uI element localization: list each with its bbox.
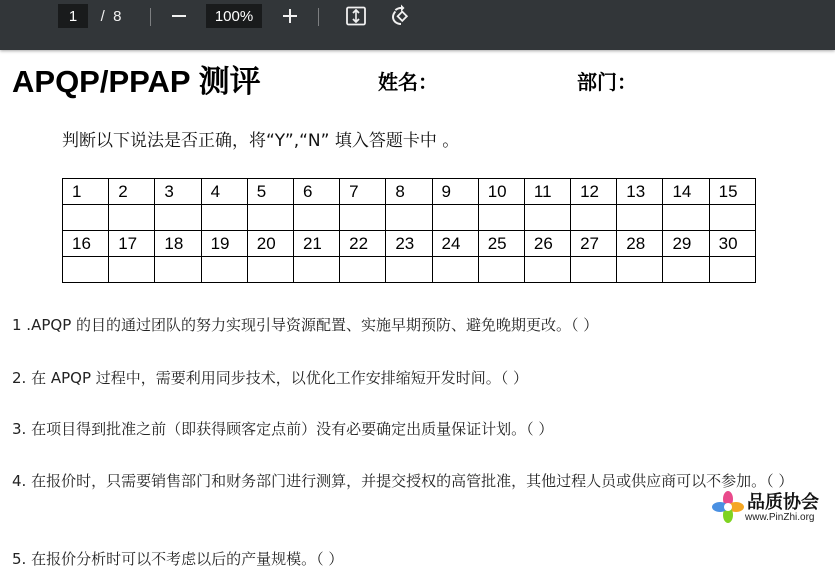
answer-cell: [340, 257, 386, 283]
question-number-cell: 11: [524, 179, 570, 205]
question-number-cell: 1: [63, 179, 109, 205]
answer-card-table: [62, 178, 756, 283]
answer-cell: [386, 257, 432, 283]
question-number-cell: 21: [293, 231, 339, 257]
question-number-cell: 3: [155, 179, 201, 205]
answer-cell: [709, 257, 755, 283]
current-page-value: 1: [68, 7, 78, 25]
answer-cell: [432, 205, 478, 231]
zoom-in-icon: [282, 8, 298, 24]
question-5: 5. 在报价分析时可以不考虑以后的产量规模。（ ）: [12, 550, 344, 568]
question-number-cell: 27: [571, 231, 617, 257]
watermark-name: 品质协会: [747, 492, 819, 513]
document-page: [0, 50, 835, 578]
department-label: 部门：: [577, 70, 637, 94]
answer-cell: [63, 257, 109, 283]
question-number-cell: 19: [201, 231, 247, 257]
answer-cell: [155, 205, 201, 231]
question-3: 3. 在项目得到批准之前（即获得顾客定点前）没有必要确定出质量保证计划。（ ）: [12, 420, 554, 438]
question-number-cell: 12: [571, 179, 617, 205]
answer-cell: [293, 257, 339, 283]
question-number-cell: 23: [386, 231, 432, 257]
answer-cell: [201, 205, 247, 231]
question-number-cell: 29: [663, 231, 709, 257]
question-number-cell: 30: [709, 231, 755, 257]
question-number-cell: 25: [478, 231, 524, 257]
rotate-icon: [389, 4, 413, 28]
answer-row: [63, 179, 756, 205]
answer-cell: [617, 257, 663, 283]
zoom-level-value: 100%: [214, 7, 254, 25]
answer-row: [63, 205, 756, 231]
question-number-cell: 9: [432, 179, 478, 205]
answer-cell: [201, 257, 247, 283]
question-number-cell: 2: [109, 179, 155, 205]
flower-logo-icon: [711, 490, 745, 524]
answer-cell: [617, 205, 663, 231]
question-number-cell: 20: [247, 231, 293, 257]
instruction-text: 判断以下说法是否正确，将“Y”,“N” 填入答题卡中 。: [62, 131, 460, 151]
watermark-logo: [711, 488, 835, 528]
question-number-cell: 7: [340, 179, 386, 205]
toolbar-divider: [150, 8, 151, 26]
zoom-out-icon: [171, 8, 187, 24]
question-number-cell: 4: [201, 179, 247, 205]
question-number-cell: 13: [617, 179, 663, 205]
answer-cell: [478, 205, 524, 231]
answer-cell: [709, 205, 755, 231]
watermark-url: www.PinZhi.org: [745, 512, 815, 523]
question-number-cell: 22: [340, 231, 386, 257]
question-number-cell: 6: [293, 179, 339, 205]
question-4: 4. 在报价时，只需要销售部门和财务部门进行测算，并提交授权的高管批准，其他过程人员或供应商可以不参加。（ ）: [12, 472, 794, 490]
document-title: APQP/PPAP 测评: [12, 64, 261, 99]
question-2: 2. 在 APQP 过程中，需要利用同步技术，以优化工作安排缩短开发时间。（ ）: [12, 369, 529, 387]
question-1: 1 .APQP 的目的通过团队的努力实现引导资源配置、实施早期预防、避免晚期更改。（ ）: [12, 316, 599, 334]
answer-cell: [571, 205, 617, 231]
answer-row: [63, 231, 756, 257]
answer-row: [63, 257, 756, 283]
question-number-cell: 10: [478, 179, 524, 205]
question-number-cell: 17: [109, 231, 155, 257]
answer-cell: [247, 205, 293, 231]
answer-cell: [293, 205, 339, 231]
question-number-cell: 5: [247, 179, 293, 205]
answer-cell: [247, 257, 293, 283]
question-number-cell: 24: [432, 231, 478, 257]
answer-cell: [663, 205, 709, 231]
zoom-out-button[interactable]: [166, 0, 192, 32]
answer-cell: [63, 205, 109, 231]
fit-page-icon: [345, 6, 367, 26]
question-number-cell: 15: [709, 179, 755, 205]
question-number-cell: 8: [386, 179, 432, 205]
page-total-label: / 8: [100, 7, 122, 25]
question-number-cell: 18: [155, 231, 201, 257]
question-number-cell: 14: [663, 179, 709, 205]
zoom-in-button[interactable]: [277, 0, 303, 32]
question-number-cell: 26: [524, 231, 570, 257]
rotate-button[interactable]: [388, 0, 414, 32]
question-number-cell: 28: [617, 231, 663, 257]
name-label: 姓名：: [378, 70, 438, 94]
question-number-cell: 16: [63, 231, 109, 257]
answer-cell: [386, 205, 432, 231]
answer-cell: [571, 257, 617, 283]
answer-cell: [432, 257, 478, 283]
fit-page-button[interactable]: [343, 0, 369, 32]
answer-cell: [524, 257, 570, 283]
answer-cell: [340, 205, 386, 231]
pdf-toolbar: [0, 0, 835, 50]
answer-cell: [109, 257, 155, 283]
answer-cell: [478, 257, 524, 283]
answer-cell: [155, 257, 201, 283]
answer-cell: [109, 205, 155, 231]
page-number-input[interactable]: [58, 4, 88, 28]
zoom-level-input[interactable]: [206, 4, 262, 28]
answer-cell: [663, 257, 709, 283]
answer-cell: [524, 205, 570, 231]
toolbar-divider: [318, 8, 319, 26]
